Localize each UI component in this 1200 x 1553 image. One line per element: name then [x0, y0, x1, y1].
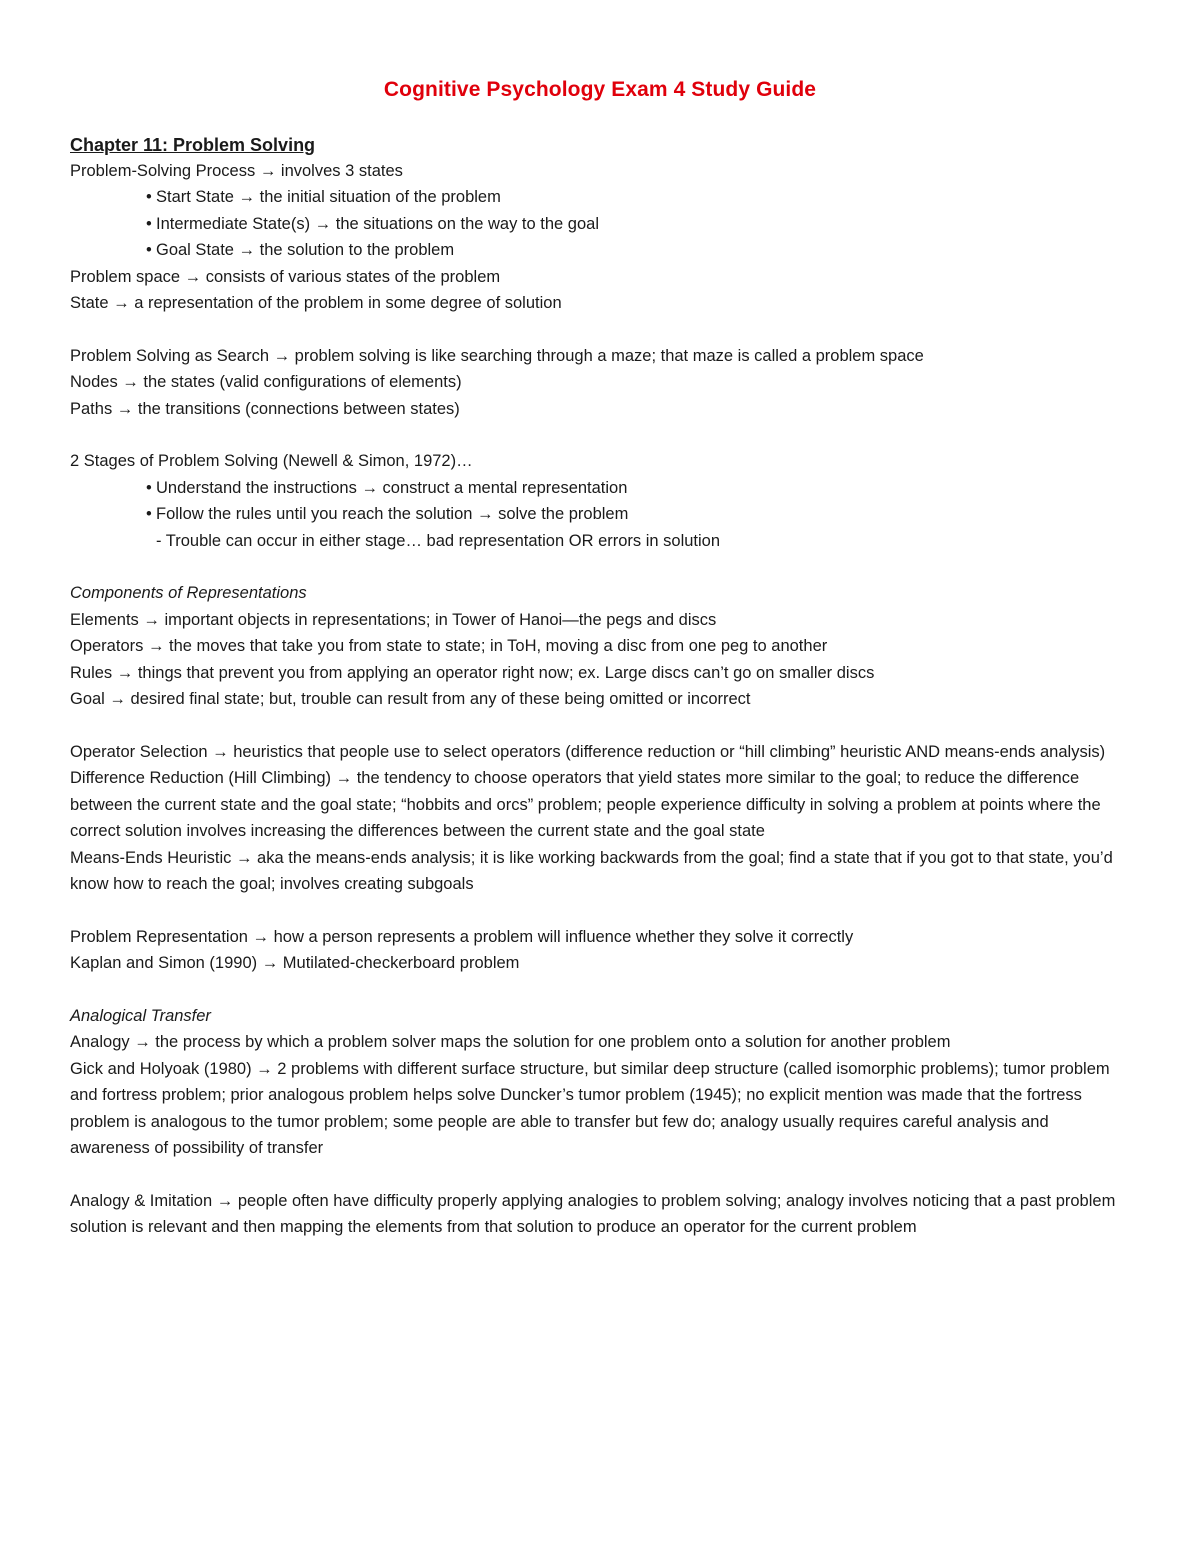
definition-paragraph: Difference Reduction (Hill Climbing) → the tendency to choose operators that yield states more similar to the goal; to reduce the difference between the current state and the goal state; “hobbits and orcs” problem; people experience difficulty in solving a problem at points where the correct solution involves increasing the differences between the current state and the goal state — [70, 769, 1101, 841]
definition-line: Paths → the transitions (connections between states) — [70, 399, 460, 418]
definition-line: Problem Solving as Search → problem solving is like searching through a maze; that maze is called a problem space — [70, 346, 924, 365]
blank-line — [70, 422, 1130, 448]
bullet-icon: • — [146, 214, 152, 233]
definition-line: Problem Representation → how a person represents a problem will influence whether they solve it correctly — [70, 927, 854, 946]
definition-line: State → a representation of the problem in some degree of solution — [70, 294, 562, 313]
bullet-text: Goal State → the solution to the problem — [156, 241, 455, 260]
study-guide-page — [70, 74, 1130, 1241]
definition-line: Problem-Solving Process → involves 3 states — [70, 162, 403, 180]
definition-paragraph: Operator Selection → heuristics that people use to select operators (difference reduction or “hill climbing” heuristic AND means-ends analysis) — [70, 742, 1106, 761]
definition-line: Goal → desired final state; but, trouble can result from any of these being omitted or incorrect — [70, 690, 751, 709]
bullet-item — [70, 475, 1130, 501]
blank-line — [70, 897, 1130, 923]
bullet-text: Intermediate State(s) → the situations on the way to the goal — [156, 214, 599, 233]
definition-line: Nodes → the states (valid configurations of elements) — [70, 373, 462, 392]
bullet-item — [70, 501, 1130, 527]
bullet-icon: • — [146, 478, 152, 497]
sub-note: - Trouble can occur in either stage… bad representation OR errors in solution — [156, 531, 721, 550]
bullet-text: Start State → the initial situation of the problem — [156, 188, 501, 207]
bullet-icon: • — [146, 188, 152, 207]
chapter-heading: Chapter 11: Problem Solving — [70, 135, 316, 155]
section-subheading: Components of Representations — [70, 584, 307, 603]
definition-line: Rules → things that prevent you from applying an operator right now; ex. Large discs can’t go on smaller discs — [70, 663, 875, 682]
blank-line — [70, 712, 1130, 738]
definition-line: Operators → the moves that take you from state to state; in ToH, moving a disc from one peg to another — [70, 637, 828, 656]
definition-line: Elements → important objects in representations; in Tower of Hanoi—the pegs and discs — [70, 610, 717, 629]
blank-line — [70, 316, 1130, 342]
bullet-icon: • — [146, 505, 152, 524]
definition-line: Problem space → consists of various states of the problem — [70, 267, 501, 286]
bullet-item — [70, 237, 1130, 263]
blank-line — [70, 554, 1130, 580]
definition-paragraph: Means-Ends Heuristic → aka the means-ends analysis; it is like working backwards from the goal; find a state that if you got to that state, you’d know how to reach the goal; involves creating subgoals — [70, 848, 1113, 893]
definition-paragraph: Gick and Holyoak (1980) → 2 problems with different surface structure, but similar deep structure (called isomorphic problems); tumor problem and fortress problem; prior analogous problem helps solve Duncker’s tumor problem (1945); no explicit mention was made that the fortress problem is analogous to the tumor problem; some people are able to transfer but few do; analogy usually requires careful analysis and awareness of possibility of transfer — [70, 1059, 1110, 1157]
definition-paragraph: Analogy → the process by which a problem solver maps the solution for one problem onto a solution for another problem — [70, 1033, 951, 1052]
definition-line: 2 Stages of Problem Solving (Newell & Simon, 1972)… — [70, 452, 473, 471]
bullet-item — [70, 211, 1130, 237]
bullet-text: Understand the instructions → construct a mental representation — [156, 478, 628, 497]
blank-line — [70, 977, 1130, 1003]
document-title: Cognitive Psychology Exam 4 Study Guide — [383, 78, 817, 101]
bullet-icon: • — [146, 241, 152, 260]
bullet-item — [70, 184, 1130, 210]
blank-line — [70, 1161, 1130, 1187]
bullet-text: Follow the rules until you reach the solution → solve the problem — [156, 505, 629, 524]
document-body — [70, 158, 1130, 1241]
definition-line: Kaplan and Simon (1990) → Mutilated-checkerboard problem — [70, 954, 520, 973]
section-subheading: Analogical Transfer — [70, 1006, 211, 1025]
definition-paragraph: Analogy & Imitation → people often have difficulty properly applying analogies to problem solving; analogy involves noticing that a past problem solution is relevant and then mapping the elements from that solution to produce an operator for the current problem — [70, 1191, 1116, 1237]
